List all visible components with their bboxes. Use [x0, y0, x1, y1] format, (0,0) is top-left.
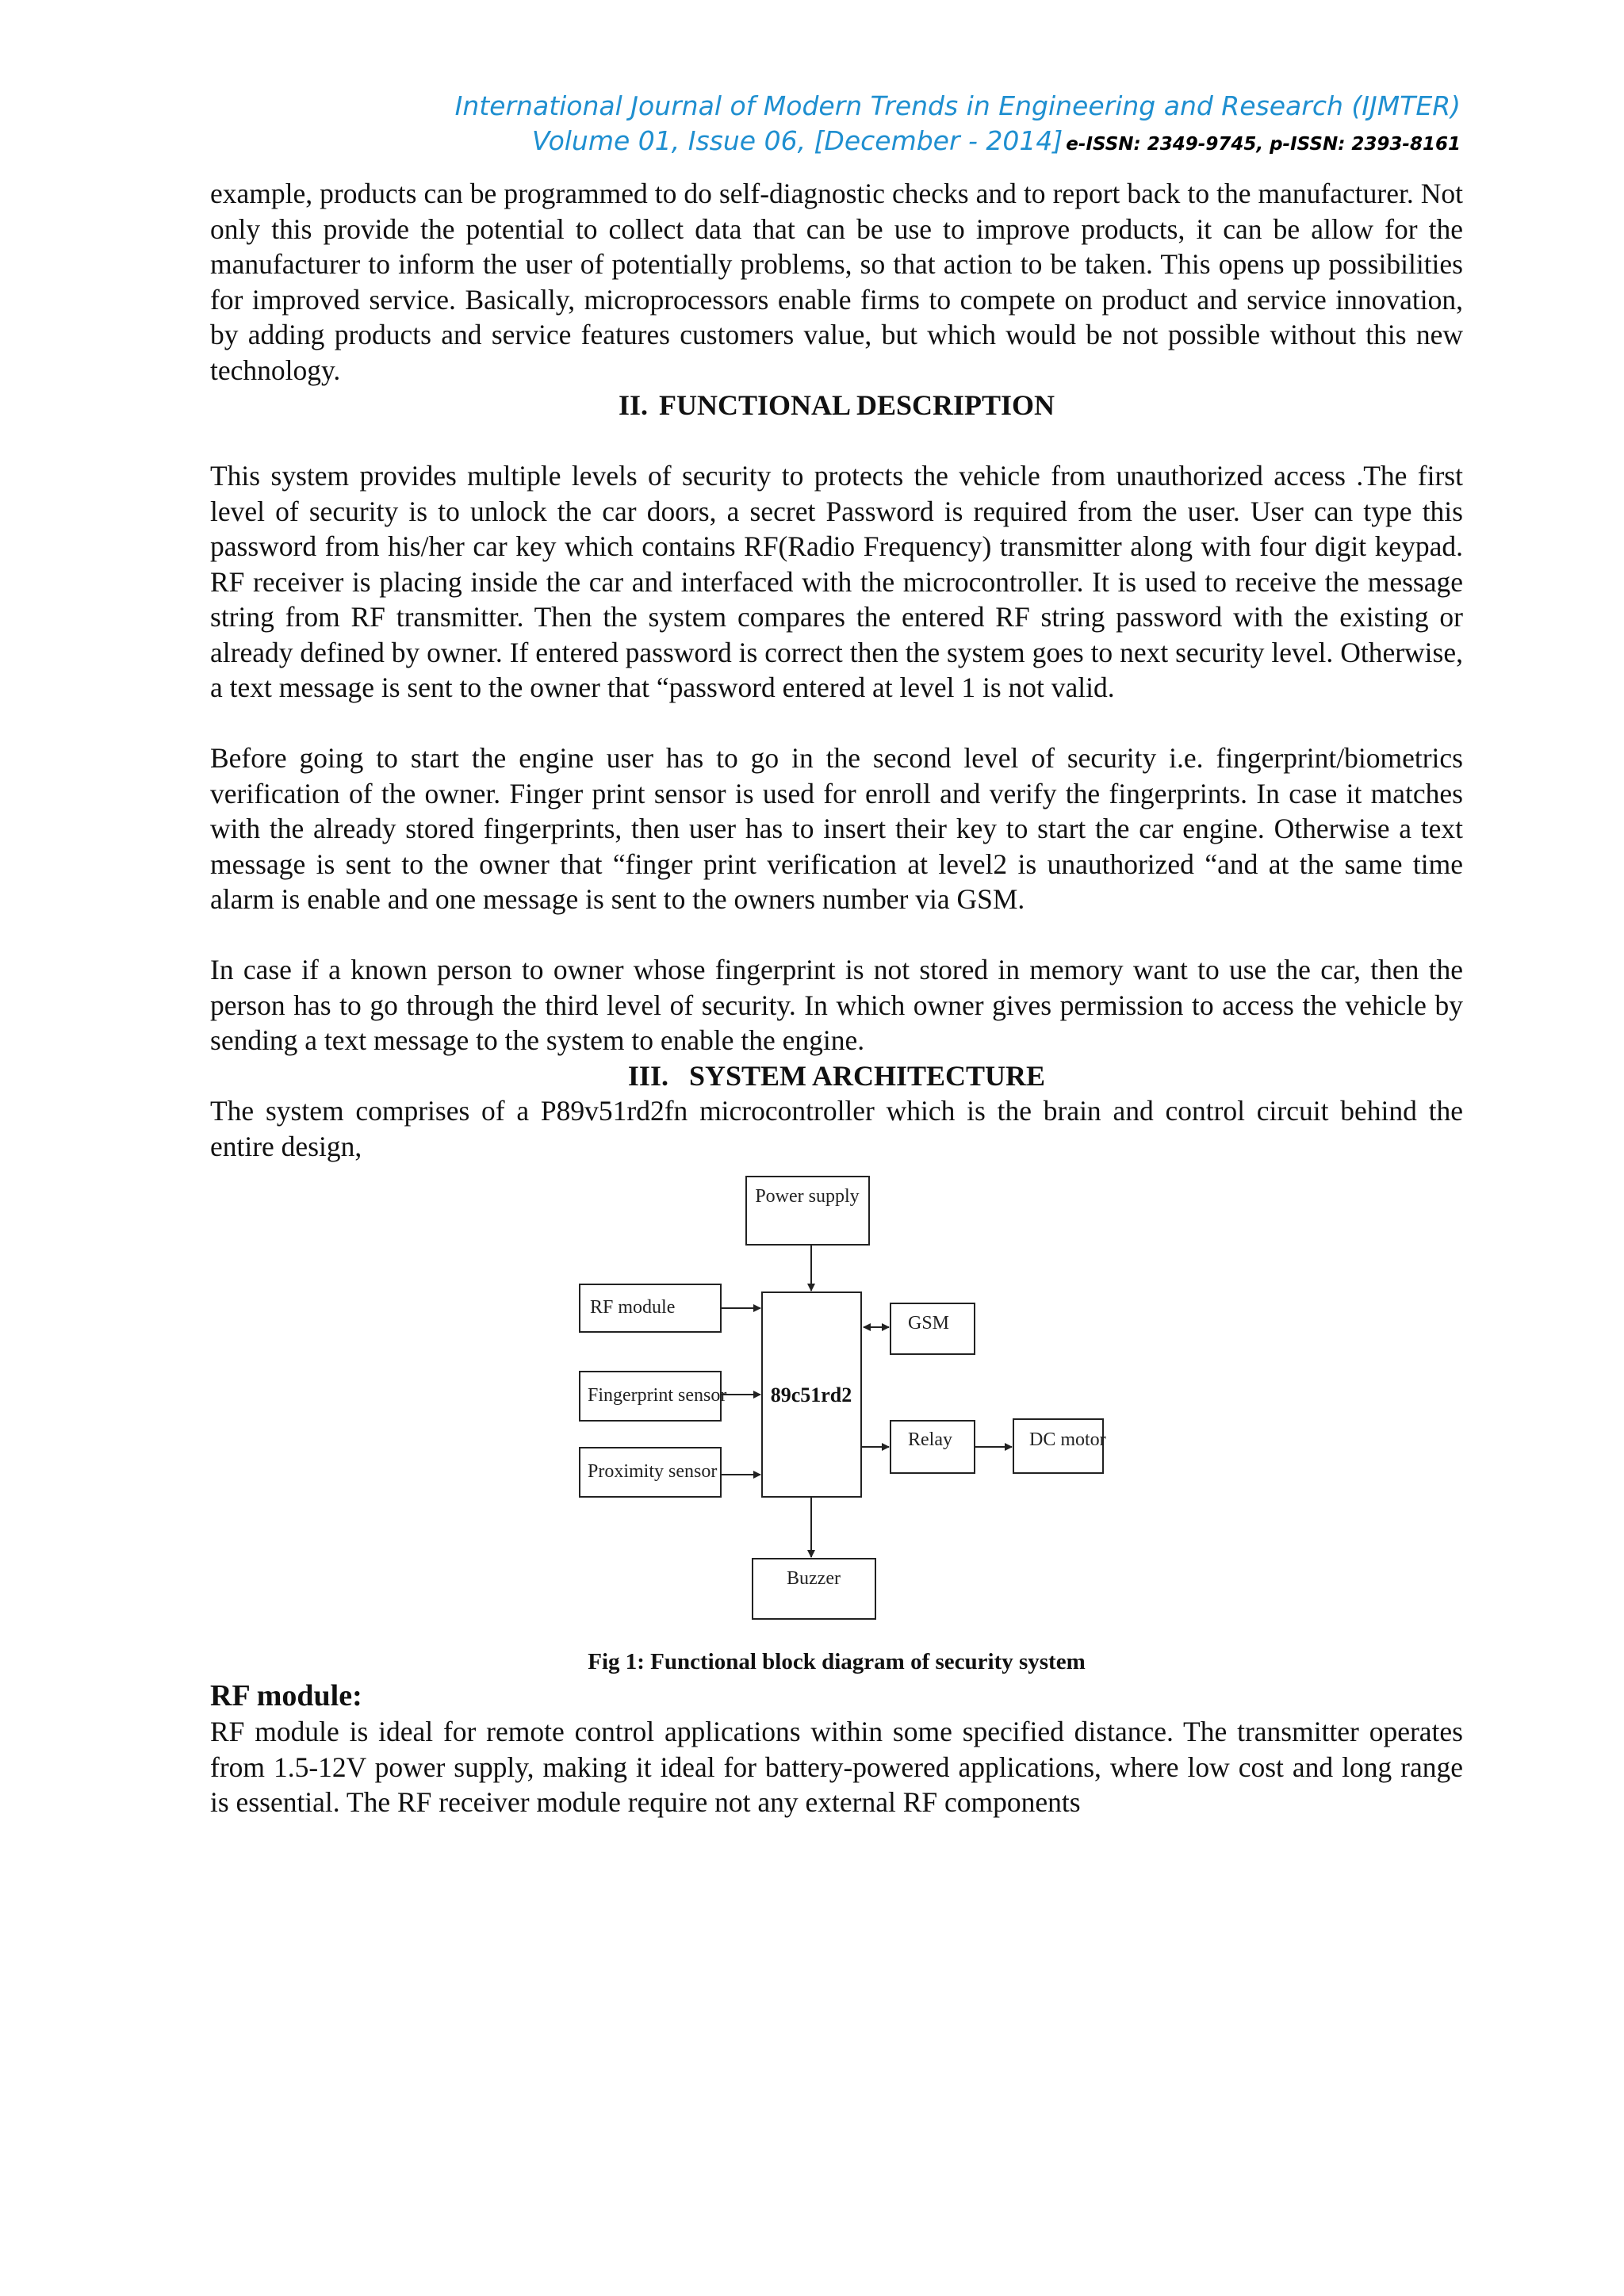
rf-module-heading: RF module: — [210, 1679, 362, 1712]
architecture-paragraph: The system comprises of a P89v51rd2fn microcontroller which is the brain and control circuit behind the entire design, — [210, 1095, 1463, 1162]
paragraph-level1: This system provides multiple levels of security to protects the vehicle from unauthorized access .The first level of security is to unlock the car doors, a secret Password is required from the user. User can type this password from his/her car key which contains RF(Radio Frequency) transmitter along with four digit keypad. RF receiver is placing inside the car and interfaced with the microcontroller. It is used to receive the message string from RF transmitter. Then the system compares the entered RF string password with the existing or already defined by owner. If entered password is correct then the system goes to next security level. Otherwise, a text message is sent to the owner that “password entered at level 1 is not valid. — [210, 460, 1463, 703]
buzzer-label: Buzzer — [787, 1568, 841, 1589]
gsm-block — [891, 1303, 975, 1354]
rf-module-label: RF module — [590, 1297, 676, 1318]
fingerprint-sensor-label: Fingerprint sensor — [588, 1385, 727, 1406]
gsm-label: GSM — [908, 1313, 950, 1334]
dc-motor-label: DC motor — [1029, 1429, 1106, 1450]
figure-caption: Fig 1: Functional block diagram of security system — [588, 1649, 1086, 1674]
journal-volume: Volume 01, Issue 06, [December - 2014] — [531, 125, 1063, 156]
journal-title: International Journal of Modern Trends in Engineering and Research (IJMTER) — [454, 90, 1461, 121]
proximity-sensor-block — [580, 1448, 721, 1497]
section-number: III. — [627, 1059, 668, 1092]
paragraph-level3: In case if a known person to owner whose fingerprint is not stored in memory want to use the car, then the person has to go through the third level of security. In which owner gives permission to access the vehicle by sending a text message to the system to enable the engine. — [210, 954, 1463, 1056]
section-title: FUNCTIONAL DESCRIPTION — [658, 389, 1055, 421]
power-supply-block — [746, 1177, 869, 1245]
intro-paragraph: example, products can be programmed to do self-diagnostic checks and to report back to the manufacturer. Not only this provide the potential to collect data that can be use to improve products, it can be allow for the manufacturer to inform the user of potentially problems, so that action to be taken. This opens up possibilities for improved service. Basically, microprocessors enable firms to compete on product and service innovation, by adding products and service features customers value, but which would be not possible without this new technology. — [210, 178, 1463, 386]
section-number: II. — [618, 389, 648, 421]
section-title: SYSTEM ARCHITECTURE — [688, 1059, 1046, 1092]
journal-header — [455, 89, 1461, 164]
section-heading-functional — [210, 388, 1463, 423]
journal-issn: e-ISSN: 2349-9745, p-ISSN: 2393-8161 — [1066, 134, 1461, 155]
rf-module-block — [580, 1284, 721, 1332]
page-content — [210, 176, 1463, 1820]
block-diagram-svg — [210, 1170, 1463, 1646]
block-diagram — [210, 1170, 1463, 1646]
journal-issue-line — [455, 124, 1461, 164]
proximity-sensor-label: Proximity sensor — [588, 1461, 718, 1482]
relay-block — [891, 1421, 975, 1473]
mcu-label: 89c51rd2 — [770, 1383, 852, 1406]
paragraph-level2: Before going to start the engine user has to go in the second level of security i.e. fingerprint/biometrics verification of the owner. Finger print sensor is used for enroll and verify the fingerprints. In case it matches with the already stored fingerprints, then user has to insert their key to start the car engine. Otherwise a text message is sent to the owner that “finger print verification at level2 is unauthorized “and at the same time alarm is enable and one message is sent to the owners number via GSM. — [210, 742, 1463, 915]
buzzer-block — [753, 1559, 875, 1619]
rf-module-paragraph: RF module is ideal for remote control applications within some specified distance. The transmitter operates from 1.5-12V power supply, making it ideal for battery-powered applications, where low cost and long range is essential. The RF receiver module require not any external RF components — [210, 1716, 1463, 1818]
relay-label: Relay — [908, 1429, 952, 1450]
section-heading-architecture — [210, 1058, 1463, 1094]
fingerprint-sensor-block — [580, 1372, 726, 1421]
mcu-block — [762, 1292, 861, 1497]
dc-motor-block — [1013, 1419, 1106, 1473]
power-supply-label: Power supply — [755, 1186, 860, 1207]
